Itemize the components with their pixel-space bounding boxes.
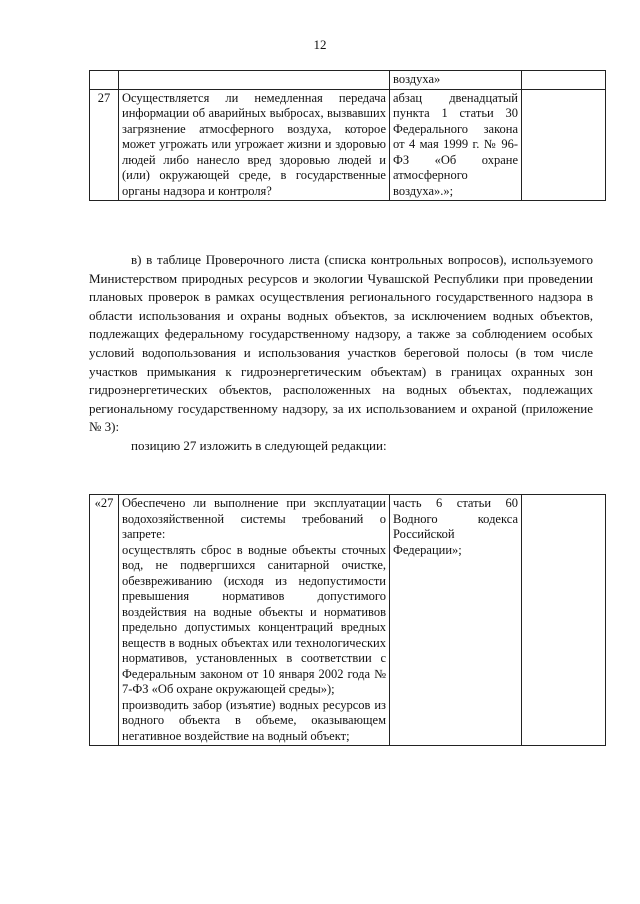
question-cell [119,71,390,90]
question-cell [119,495,390,746]
amendment-paragraph: в) в таблице Проверочного листа (списка контрольных вопросов), используемого Министерством природных ресурсов и экологии Чувашской Республики при проведении плановых проверок в рамках осуществления регионального государственного надзора в области использования и охраны водных объектов, за исключением водных объектов, подлежащих федеральному государственному надзору, а также за соблюдением особых условий водопользования и использования участков береговой полосы (в том числе участков примыкания к гидроэнергетическим объектам) в границах охранных зон гидроэнергетических объектов, расположенных на водных объектах, подлежащих региональному государственному надзору, за их использованием и охраной (приложение № 3): [89,252,593,435]
legal-reference-cell: часть 6 статьи 60 Водного кодекса Российской Федерации»; [390,495,522,746]
empty-cell [522,71,606,90]
checklist-table-new-position [89,494,606,746]
question-item: осуществлять сброс в водные объекты сточных вод, не подвергшихся санитарной очистке, обезвреживанию (исходя из недопустимости превышения нормативов допустимого воздействия на водные объекты и нормативов предельно допустимых концентраций вредных веществ в водных объектах или технологических нормативов, установленных в соответствии с Федеральным законом от 10 января 2002 года № 7-ФЗ «Об охране окружающей среды»); [122,542,386,696]
row-number-cell: «27 [90,495,119,746]
page-number: 12 [313,37,327,52]
row-number-cell: 27 [90,89,119,201]
table-row [90,89,606,201]
empty-cell [522,495,606,746]
legal-reference-cell: воздуха» [390,71,522,90]
question-intro: Обеспечено ли выполнение при эксплуатации водохозяйственной системы требований о запрете: [122,496,386,541]
amendment-text [89,251,593,456]
question-item: производить забор (изъятие) водных ресурсов из водного объекта в объеме, оказывающем негативное воздействие на водный объект; [122,697,386,743]
row-number-cell [90,71,119,90]
question-cell: Осуществляется ли немедленная передача информации об аварийных выбросах, вызвавших загрязнение атмосферного воздуха, которое может угрожать или угрожает жизни и здоровью людей либо нанесло вред здоровью людей и (или) окружающей среде, в государственные органы надзора и контроля? [119,89,390,201]
table-row [90,495,606,746]
checklist-table-top [89,70,606,201]
empty-cell [522,89,606,201]
table-row [90,71,606,90]
amendment-instruction: позицию 27 изложить в следующей редакции: [131,437,387,453]
legal-reference-cell: абзац двенадцатый пункта 1 статьи 30 Федерального закона от 4 мая 1999 г. № 96-ФЗ «Об охране атмосферного воздуха».»; [390,89,522,201]
